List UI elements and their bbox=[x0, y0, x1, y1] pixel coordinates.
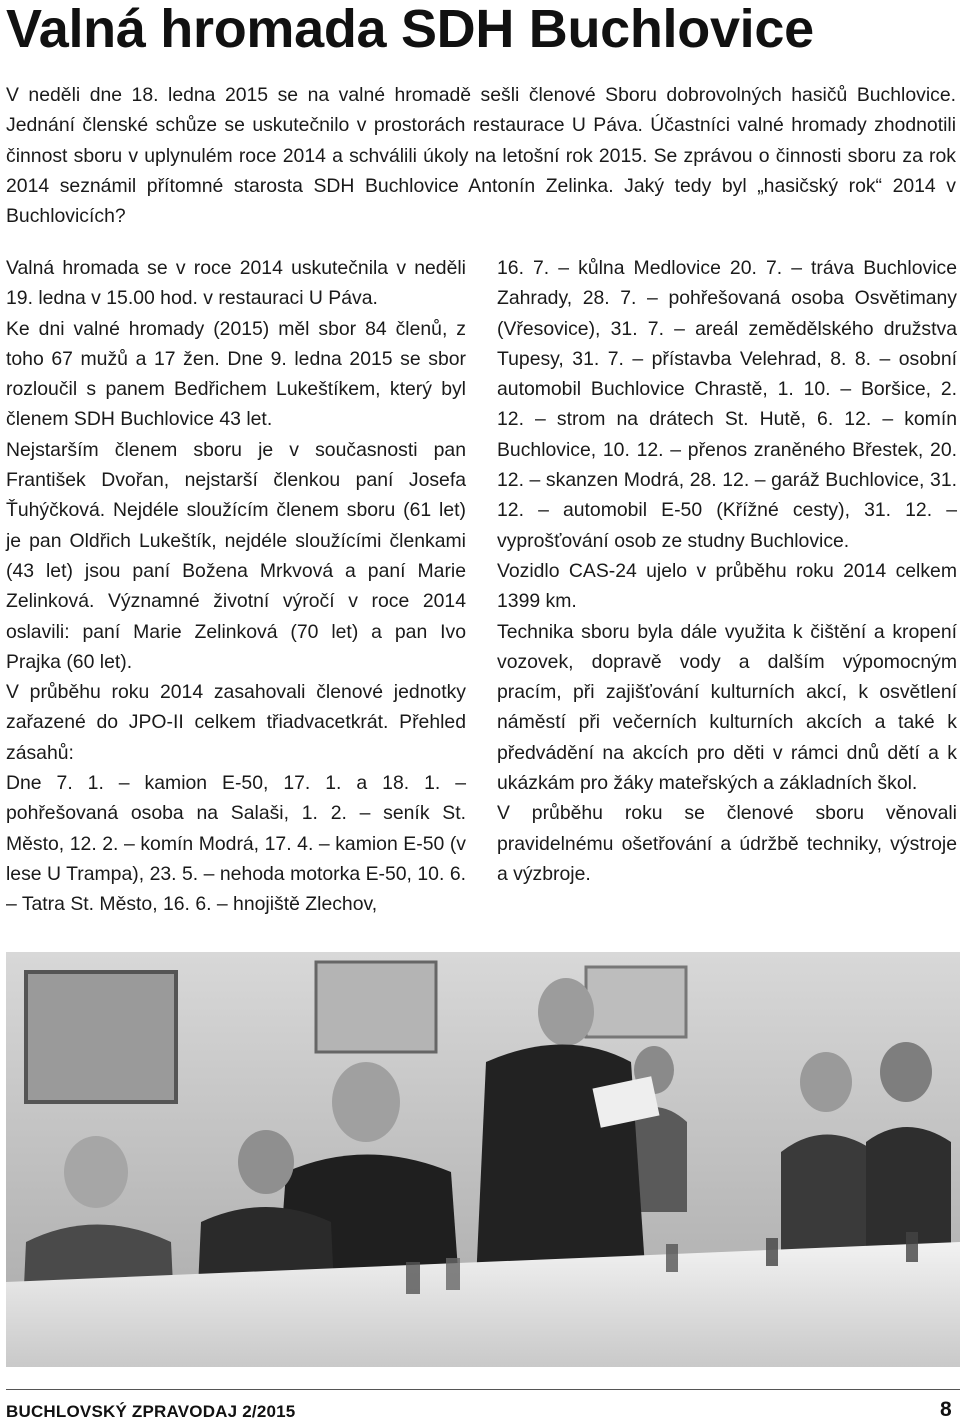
article-intro: V neděli dne 18. ledna 2015 se na valné hromadě sešli členové Sboru dobrovolných hasičů Buchlovice. Jednání členské schůze se uskutečnilo v prostorách restaurace U Páva. Účastníci valné hromady zhodnotili činnost sboru v uplynulém roce 2014 a schválili úkoly na letošní rok 2015. Se zprávou o činnosti sboru za rok 2014 seznámil přítomné starosta SDH Buchlovice Antonín Zelinka. Jaký tedy byl „hasičský rok“ 2014 v Buchlovicích? bbox=[6, 84, 956, 228]
right-paragraph-1: 16. 7. – kůlna Medlovice 20. 7. – tráva Buchlovice Zahrady, 28. 7. – pohřešovaná osoba Osvětimany (Vřesovice), 31. 7. – areál zemědělského družstva Tupesy, 31. 7. – přístavba Velehrad, 8. 8. – osobní automobil Buchlovice Chrastě, 1. 10. – Boršice, 2. 12. – strom na drátech St. Hutě, 6. 12. – komín Buchlovice, 10. 12. – přenos zraněného Břestek, 20. 12. – skanzen Modrá, 28. 12. – garáž Buchlovice, 31. 12. – automobil E-50 (Křížné cesty), 31. 12. – vyprošťování osob ze studny Buchlovice. bbox=[497, 257, 957, 552]
right-column bbox=[497, 253, 957, 889]
right-paragraph-4: V průběhu roku se členové sboru věnovali pravidelnému ošetřování a údržbě techniky, výstroje a výzbroje. bbox=[497, 802, 957, 885]
meeting-photo-illustration bbox=[6, 952, 960, 1367]
right-paragraph-3: Technika sboru byla dále využita k čištění a kropení vozovek, dopravě vody a dalším výpomocným pracím, při zajišťování kulturních akcí, k osvětlení náměstí při večerních kulturních akcích a také k předvádění na akcích pro děti v rámci dnů dětí a k ukázkám pro žáky mateřských a základních škol. bbox=[497, 620, 957, 795]
left-paragraph-5: Dne 7. 1. – kamion E-50, 17. 1. a 18. 1. – pohřešovaná osoba na Salaši, 1. 2. – seník St. Město, 12. 2. – komín Modrá, 17. 4. – kamion E-50 (v lese U Trampa), 23. 5. – nehoda motorka E-50, 10. 6. – Tatra St. Město, 16. 6. – hnojiště Zlechov, bbox=[6, 772, 466, 916]
left-paragraph-2: Ke dni valné hromady (2015) měl sbor 84 členů, z toho 67 mužů a 17 žen. Dne 9. ledna 2015 se sbor rozloučil s panem Bedřichem Lukeštíkem, který byl členem SDH Buchlovice 43 let. bbox=[6, 317, 466, 431]
page-number: 8 bbox=[940, 1398, 952, 1421]
right-paragraph-2: Vozidlo CAS-24 ujelo v průběhu roku 2014 celkem 1399 km. bbox=[497, 559, 957, 613]
article-title: Valná hromada SDH Buchlovice bbox=[6, 0, 814, 59]
meeting-photo bbox=[6, 952, 960, 1367]
publication-name: BUCHLOVSKÝ ZPRAVODAJ 2/2015 bbox=[6, 1402, 296, 1421]
footer-divider bbox=[6, 1389, 960, 1390]
left-paragraph-1: Valná hromada se v roce 2014 uskutečnila v neděli 19. ledna v 15.00 hod. v restauraci U Páva. bbox=[6, 257, 466, 310]
left-paragraph-3: Nejstarším členem sboru je v současnosti pan František Dvořan, nejstarší členkou paní Josefa Ťuhýčková. Nejdéle sloužícím členem sboru (61 let) je pan Oldřich Lukeštík, nejdéle sloužícími členkami (43 let) jsou paní Božena Mrkvová a paní Marie Zelinková. Významné životní výročí v roce 2014 oslavili: paní Marie Zelinková (70 let) a pan Ivo Prajka (60 let). bbox=[6, 438, 466, 673]
left-paragraph-4: V průběhu roku 2014 zasahovali členové jednotky zařazené do JPO-II celkem třiadvacetkrát. Přehled zásahů: bbox=[6, 681, 466, 764]
left-column bbox=[6, 253, 466, 920]
